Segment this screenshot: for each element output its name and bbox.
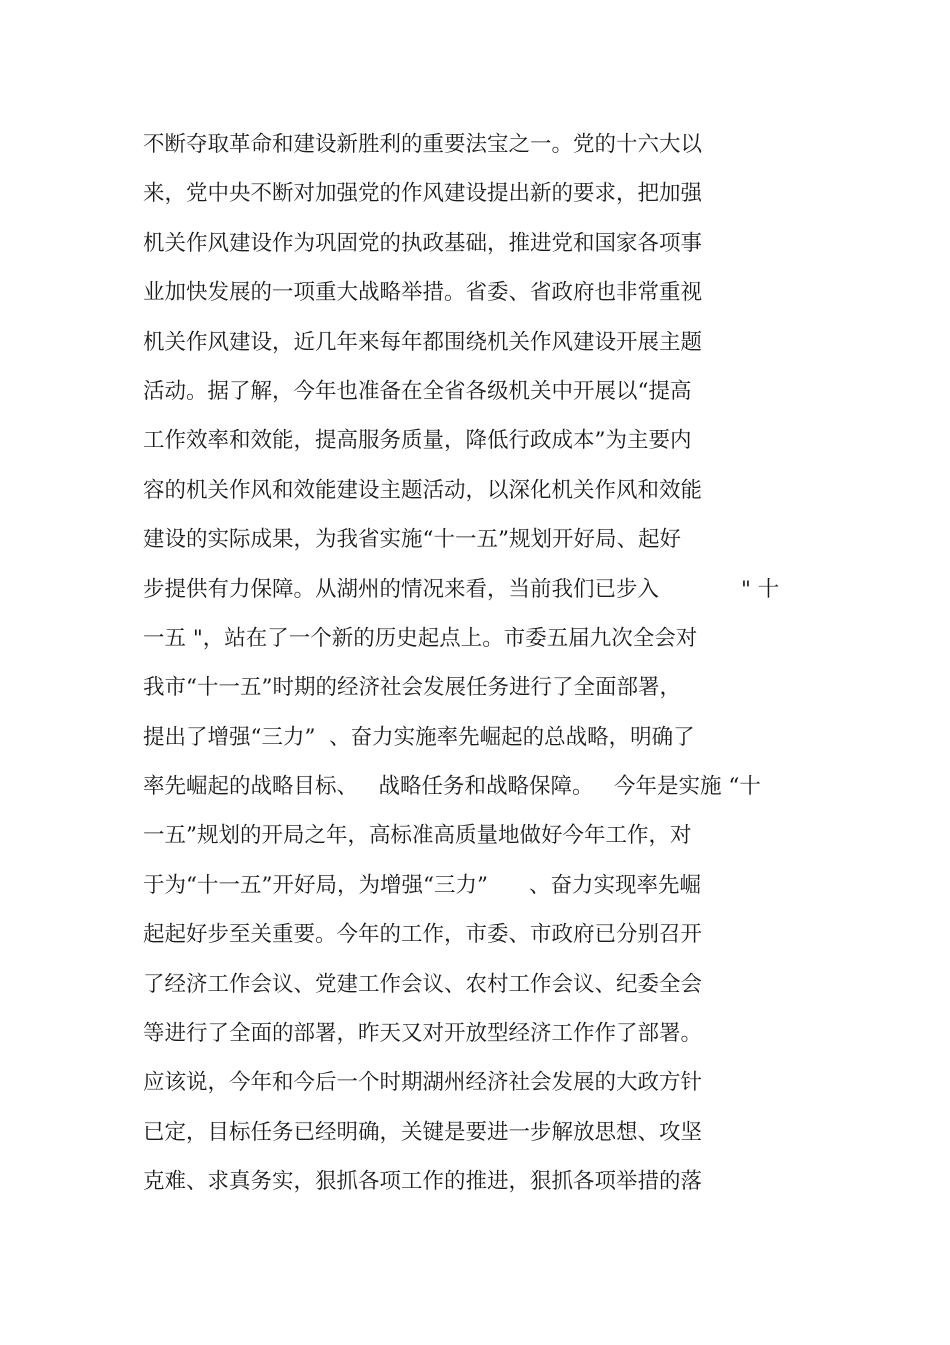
text-line: 起起好步至关重要。今年的工作，市委、市政府已分别召开 [143, 922, 703, 948]
text-line: 建设的实际成果，为我省实施“十一五”规划开好局、起好 [143, 527, 681, 553]
body-text [143, 120, 863, 1207]
text-line: 步提供有力保障。从湖州的情况来看，当前我们已步入 " 十 [143, 576, 780, 602]
text-line: 克难、求真务实，狠抓各项工作的推进，狠抓各项举措的落 [143, 1169, 703, 1195]
text-line: 一五”规划的开局之年，高标准高质量地做好今年工作，对 [143, 823, 692, 849]
text-line: 等进行了全面的部署，昨天又对开放型经济工作作了部署。 [143, 1021, 703, 1047]
text-line: 率先崛起的战略目标、 战略任务和战略保障。 今年是实施 “十 [143, 774, 761, 800]
text-line: 应该说，今年和今后一个时期湖州经济社会发展的大政方针 [143, 1070, 703, 1096]
text-line: 一五 "，站在了一个新的历史起点上。市委五届九次全会对 [143, 625, 698, 651]
text-line: 机关作风建设作为巩固党的执政基础，推进党和国家各项事 [143, 230, 703, 256]
text-line: 业加快发展的一项重大战略举措。省委、省政府也非常重视 [143, 280, 703, 306]
text-line: 提出了增强“三力” 、奋力实施率先崛起的总战略，明确了 [143, 724, 695, 750]
text-line: 来，党中央不断对加强党的作风建设提出新的要求，把加强 [143, 181, 703, 207]
text-line: 了经济工作会议、党建工作会议、农村工作会议、纪委全会 [143, 971, 703, 997]
text-line: 容的机关作风和效能建设主题活动，以深化机关作风和效能 [143, 477, 703, 503]
text-line: 不断夺取革命和建设新胜利的重要法宝之一。党的十六大以 [143, 132, 703, 157]
text-line: 工作效率和效能，提高服务质量，降低行政成本”为主要内 [143, 428, 692, 454]
text-line: 我市“十一五”时期的经济社会发展任务进行了全面部署， [143, 675, 681, 701]
text-line: 机关作风建设，近几年来每年都围绕机关作风建设开展主题 [143, 329, 703, 355]
text-line: 于为“十一五”开好局，为增强“三力” 、奋力实现率先崛 [143, 872, 701, 898]
text-line: 活动。据了解，今年也准备在全省各级机关中开展以“提高 [143, 378, 692, 404]
text-line: 已定，目标任务已经明确，关键是要进一步解放思想、攻坚 [143, 1119, 703, 1145]
